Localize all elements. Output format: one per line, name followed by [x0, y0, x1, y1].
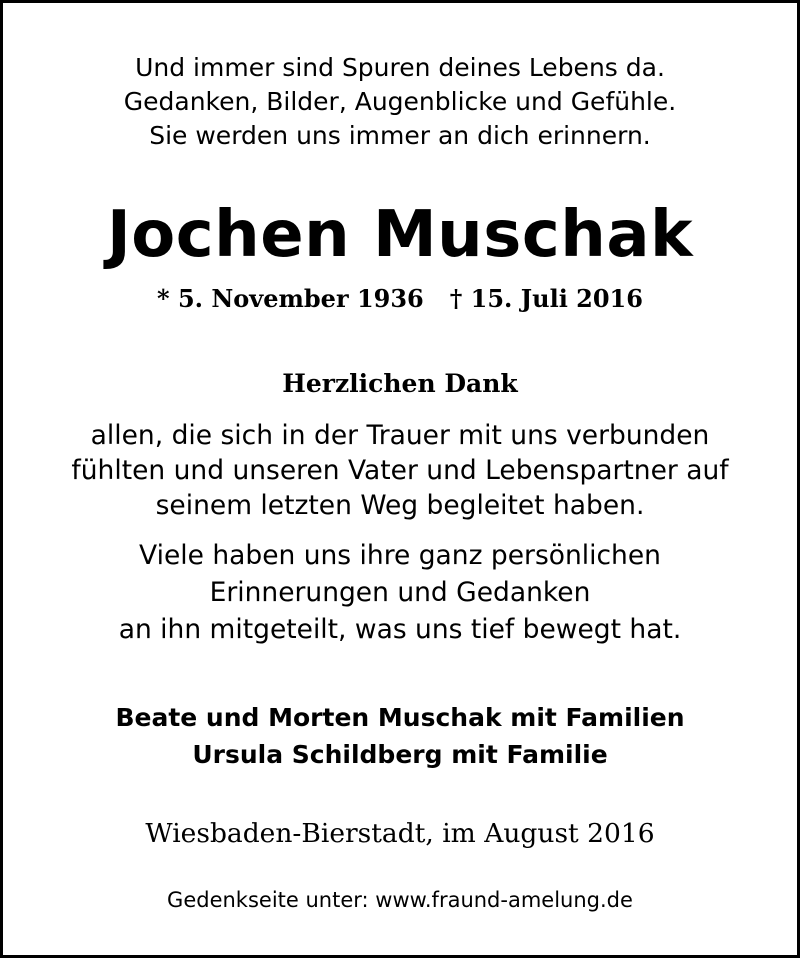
- thanks-text-line: fühlten und unseren Vater und Lebenspartner auf: [71, 455, 729, 486]
- signer-line: Ursula Schildberg mit Familie: [192, 740, 608, 769]
- deceased-name: Jochen Muschak: [106, 198, 694, 272]
- signer-line: Beate und Morten Muschak mit Familien: [115, 703, 685, 732]
- thanks-heading: Herzlichen Dank: [282, 369, 518, 398]
- motto-line: Sie werden uns immer an dich erinnern.: [149, 121, 651, 150]
- motto-line: Gedanken, Bilder, Augenblicke und Gefühle.: [123, 87, 677, 116]
- thanks-text-line: allen, die sich in der Trauer mit uns verbunden: [90, 420, 710, 451]
- thanks-text-line: Erinnerungen und Gedanken: [209, 577, 591, 608]
- motto-line: Und immer sind Spuren deines Lebens da.: [135, 53, 665, 82]
- thanks-text-line: Viele haben uns ihre ganz persönlichen: [139, 540, 661, 571]
- life-dates: [3, 284, 797, 313]
- death-date: † 15. Juli 2016: [449, 284, 643, 313]
- memorial-page-line: Gedenkseite unter: www.fraund-amelung.de: [167, 888, 633, 912]
- thanks-text-line: seinem letzten Weg begleitet haben.: [155, 490, 645, 521]
- thanks-text-line: an ihn mitgeteilt, was uns tief bewegt hat.: [118, 614, 682, 645]
- place-and-date: Wiesbaden-Bierstadt, im August 2016: [145, 818, 655, 849]
- birth-date: * 5. November 1936: [157, 284, 424, 313]
